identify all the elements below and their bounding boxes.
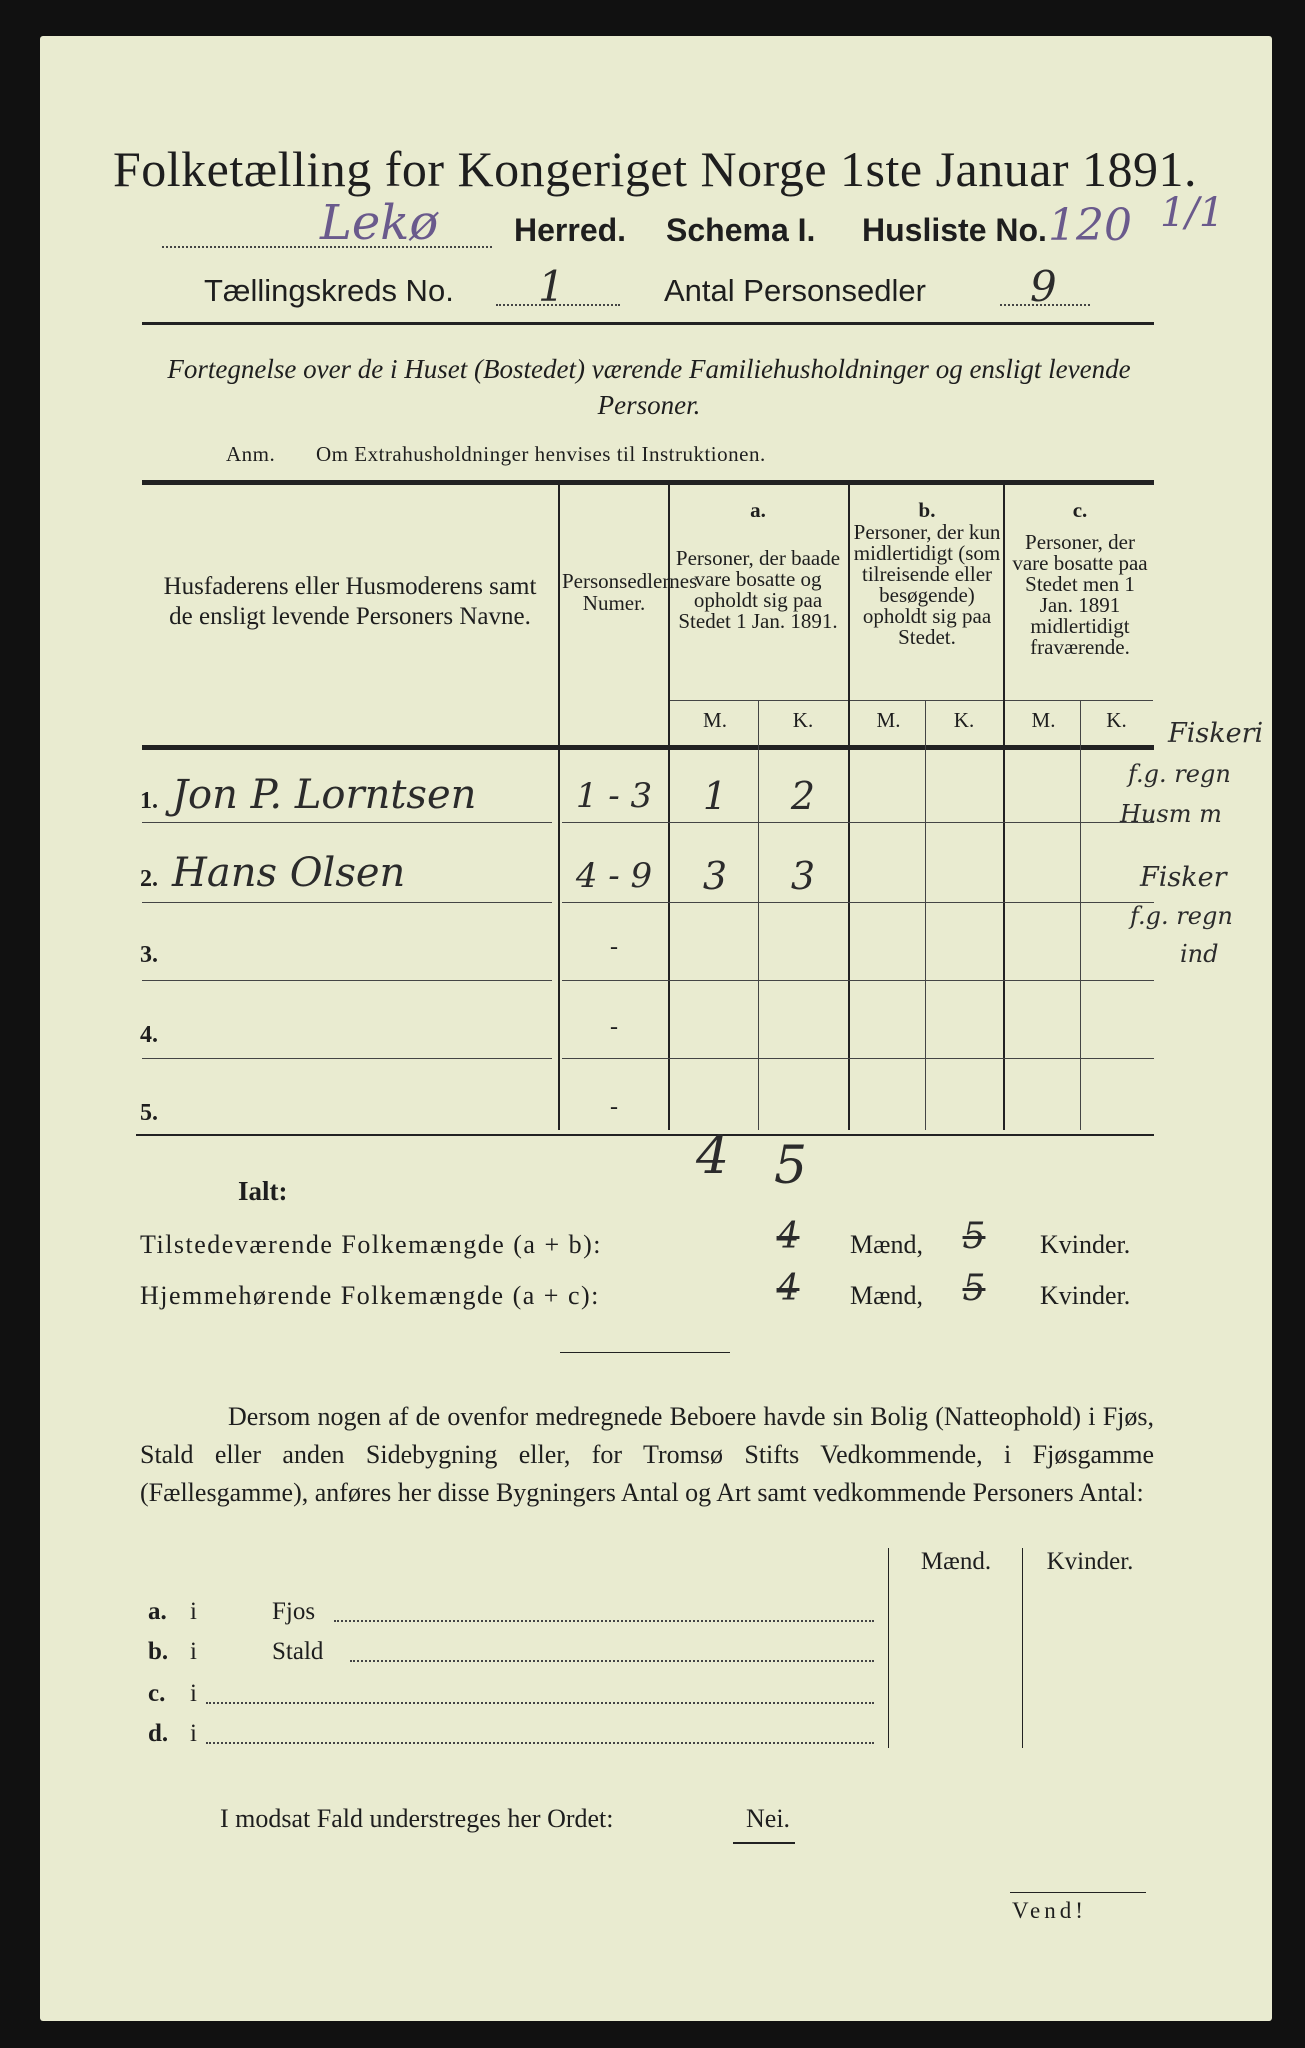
bld-label: Stald — [272, 1638, 324, 1665]
row-a-m: 3 — [702, 854, 728, 898]
bld-i: i — [190, 1720, 197, 1747]
vend-rule — [1010, 1892, 1146, 1893]
ialt-label: Ialt: — [238, 1176, 288, 1206]
hjemme-k: 5 — [962, 1268, 986, 1309]
col-c-m: M. — [1031, 708, 1056, 732]
row-name: Jon P. Lorntsen — [172, 772, 477, 818]
row-number: 2. — [140, 866, 158, 892]
bld-letter: d. — [148, 1720, 169, 1747]
hjemme-m-label: Mænd, — [850, 1281, 923, 1310]
bld-i: i — [190, 1680, 197, 1707]
col-numer-header: Personsedlernes Numer. — [562, 569, 698, 615]
bld-dots — [206, 1742, 874, 1744]
col-c-letter: c. — [1072, 498, 1088, 522]
row-a-k: 3 — [790, 854, 816, 898]
margin-note: f.g. regn — [1130, 902, 1233, 930]
hjemme-k-label: Kvinder. — [1040, 1281, 1131, 1310]
col-sep-a-mk — [758, 700, 759, 1130]
col-b-text: Personer, der kun midlertidigt (som tilreisende eller besøgende) opholdt sig paa Stedet. — [853, 520, 1001, 649]
col-a-letter: a. — [750, 498, 766, 522]
bld-dots — [206, 1702, 874, 1704]
margin-note: Fiskeri — [1168, 718, 1264, 749]
row-divider — [142, 902, 552, 903]
anm-lead: Anm. — [226, 442, 276, 466]
bld-i: i — [190, 1598, 197, 1625]
row-numer: 4 - 9 — [575, 856, 653, 896]
row-numer: - — [610, 934, 618, 960]
col-a-m: M. — [703, 708, 727, 732]
row-divider — [142, 980, 552, 981]
bld-letter: c. — [148, 1680, 166, 1707]
anm-text: Om Extrahusholdninger henvises til Instruktionen. — [316, 442, 766, 466]
husliste-label: Husliste No. — [862, 212, 1047, 248]
hjemme-label: Hjemmehørende Folkemængde (a + c): — [140, 1281, 600, 1310]
husliste-note: 1/1 — [1160, 190, 1225, 236]
ialt-k: 5 — [774, 1136, 808, 1196]
short-rule — [560, 1352, 730, 1353]
schema-label: Schema I. — [666, 212, 816, 248]
bld-sep-1 — [888, 1548, 889, 1748]
tilstede-m-label: Mænd, — [850, 1230, 923, 1259]
bld-kvinder-header: Kvinder. — [1046, 1548, 1134, 1575]
col-sep-1 — [558, 485, 560, 1130]
row-a-k: 2 — [790, 774, 816, 818]
bld-letter: b. — [148, 1638, 169, 1665]
row-numer: 1 - 3 — [575, 776, 653, 816]
table-bottom-rule — [136, 1134, 1154, 1136]
col-a-text: Personer, der baade vare bosatte og opholdt sig paa Stedet 1 Jan. 1891. — [675, 546, 841, 633]
nei-underline — [733, 1842, 795, 1844]
col-sep-4 — [1003, 485, 1005, 1130]
row-a-m: 1 — [702, 774, 728, 818]
col-a-k: K. — [792, 708, 814, 732]
col-c-k: K. — [1106, 708, 1127, 732]
margin-note: Husm m — [1120, 800, 1222, 828]
row-number: 5. — [140, 1100, 158, 1126]
bld-maend-header: Mænd. — [920, 1548, 992, 1575]
bld-sep-2 — [1022, 1548, 1023, 1748]
rule-top — [142, 322, 1154, 325]
subtitle: Fortegnelse over de i Huset (Bostedet) værende Familiehusholdninger og ensligt levende Personer. — [167, 354, 1131, 420]
margin-note: f.g. regn — [1128, 760, 1231, 788]
col-b-letter: b. — [918, 498, 936, 522]
bld-label: Fjos — [272, 1598, 316, 1625]
modsat-word: Nei. — [746, 1804, 791, 1833]
row-divider — [562, 902, 1154, 903]
row-numer: - — [610, 1094, 618, 1120]
tilstede-m: 4 — [776, 1216, 800, 1257]
tilstede-k: 5 — [962, 1216, 986, 1257]
husliste-value: 120 — [1048, 200, 1132, 251]
row-number: 1. — [140, 788, 158, 814]
paragraph: Dersom nogen af de ovenfor medregnede Beboere havde sin Bolig (Natteophold) i Fjøs, Stald eller anden Sidebygning eller, for Tromsø Stifts Vedkommende, i Fjøsgamme (Fællesgamme), anføres her disse Bygningers Antal og Art samt vedkommende Personers Antal: — [140, 1402, 1154, 1507]
herred-value: Lekø — [320, 195, 439, 251]
personsedler-value: 9 — [1030, 262, 1057, 311]
margin-note: ind — [1180, 940, 1219, 968]
col-sep-b-mk — [925, 700, 926, 1130]
row-divider — [142, 822, 552, 823]
row-divider — [562, 980, 1154, 981]
bld-dots — [334, 1620, 874, 1622]
col-sep-c-mk — [1080, 700, 1081, 1130]
row-divider — [562, 1058, 1154, 1059]
ialt-m: 4 — [696, 1126, 730, 1186]
taellingskreds-label: Tællingskreds No. — [204, 273, 454, 308]
col-b-k: K. — [953, 708, 975, 732]
col-name-header: Husfaderens eller Husmoderens samt de ensligt levende Personers Navne. — [163, 573, 537, 630]
row-number: 3. — [140, 942, 158, 968]
row-numer: - — [610, 1014, 618, 1040]
taellingskreds-value: 1 — [538, 262, 565, 311]
tilstede-k-label: Kvinder. — [1040, 1230, 1131, 1259]
row-number: 4. — [140, 1022, 158, 1048]
vend-label: Vend! — [1012, 1898, 1087, 1923]
bld-dots — [350, 1660, 874, 1662]
bld-i: i — [190, 1638, 197, 1665]
hjemme-m: 4 — [776, 1268, 800, 1309]
herred-label: Herred. — [514, 212, 627, 248]
tilstede-label: Tilstedeværende Folkemængde (a + b): — [140, 1230, 602, 1259]
col-sep-3 — [848, 485, 850, 1130]
modsat-text: I modsat Fald understreges her Ordet: — [220, 1804, 614, 1833]
row-divider — [142, 1058, 552, 1059]
col-b-m: M. — [876, 708, 901, 732]
margin-note: Fisker — [1140, 862, 1227, 893]
col-c-text: Personer, der vare bosatte paa Stedet men 1 Jan. 1891 midlertidigt fraværende. — [1012, 530, 1148, 659]
personsedler-label: Antal Personsedler — [664, 273, 926, 308]
row-name: Hans Olsen — [172, 850, 406, 896]
bld-letter: a. — [148, 1598, 167, 1625]
form-title: Folketælling for Kongeriget Norge 1ste Januar 1891. — [112, 141, 1198, 197]
row-divider — [562, 822, 1154, 823]
